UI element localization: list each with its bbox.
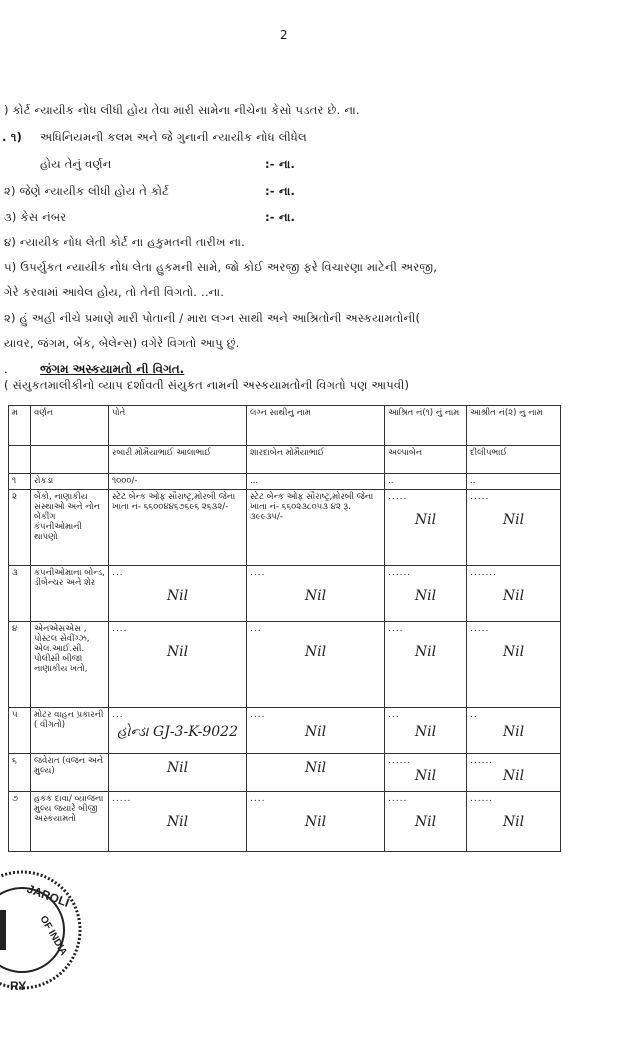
table-row bbox=[9, 490, 561, 566]
cell-self: ... હોન્ડા GJ-3-K-9022 bbox=[109, 708, 247, 754]
row-number: ૩ bbox=[9, 566, 31, 622]
cell-dependent-1: ...... Nil bbox=[385, 754, 467, 792]
cell-dependent-1: .. bbox=[385, 474, 467, 490]
cell-spouse: Nil bbox=[247, 754, 385, 792]
table-header-row bbox=[9, 406, 561, 446]
col-header-spouse: લગ્ન સાથીનુ નામ bbox=[247, 406, 385, 446]
cell-self: સ્ટેટ બેન્ક ઓફ સૌરાષ્ટ્ર,મોરબી જેના ખાતા નં- ૬૬૦૦૪૪૬૭૬૯૬ ૨૬૩૨/- bbox=[109, 490, 247, 566]
row-number: ૨ bbox=[9, 490, 31, 566]
section-note: ( સંયુકતમાલીકીનો વ્યાપ દર્શાવતી સંયુકત નામની અસ્કયામતોની વિગતો પણ આપવી) bbox=[4, 378, 410, 392]
declaration-line-2: ૨) હું અહી નીચે પ્રમાણે મારી પોતાની / મારા લગ્ન સાથી અને આશ્રિતોની અસ્કયામતોની( bbox=[4, 311, 421, 325]
section-prefix: . bbox=[4, 362, 8, 376]
table-row bbox=[9, 474, 561, 490]
col-header-number: મ bbox=[9, 406, 31, 446]
cell-dependent-2: .. bbox=[467, 474, 561, 490]
cell-dependent-1: ... Nil bbox=[385, 708, 467, 754]
table-row bbox=[9, 792, 561, 852]
cell-spouse: ... bbox=[247, 474, 385, 490]
row-description: બેંકો, નાણાકીય સંસ્થાઓ અને નોન બેંકીંગ કંપનીઓમાની થાપણો bbox=[31, 490, 109, 566]
page-number: 2 bbox=[280, 28, 288, 42]
cell-dependent-2: .. Nil bbox=[467, 708, 561, 754]
table-names-row bbox=[9, 446, 561, 474]
cell-spouse: ... Nil bbox=[247, 622, 385, 708]
item-4-text: ૪) ન્યાયીક નોધ લેતી કોર્ટ ના હકુમતની તારીખ ના. bbox=[4, 235, 245, 249]
cell-dependent-2: ....... Nil bbox=[467, 566, 561, 622]
item-2-text: ૨) જેણે ન્યાયીક લીધી હોય તે કોર્ટ bbox=[4, 184, 170, 198]
cell-self: ... Nil bbox=[109, 566, 247, 622]
col-header-description: વર્ણન bbox=[31, 406, 109, 446]
item-3-text: ૩) કેસ નંબર bbox=[4, 210, 67, 224]
item-1-text: અધિનિયમની કલમ અને જે ગુનાની ન્યાયીક નોધ લીધેલ bbox=[40, 130, 307, 144]
row-number: ૬ bbox=[9, 754, 31, 792]
col-header-self: પોતે bbox=[109, 406, 247, 446]
cell-spouse: સ્ટેટ બેન્ક ઓફ સૌરાષ્ટ્ર,મોરબી જેના ખાતા નં- ૬૬૦૨૩૮૦૫૩ ૪૨ રૂ. ૩૯૯૩૫/- bbox=[247, 490, 385, 566]
section-title: જંગમ અસ્કયામતો ની વિગત. bbox=[40, 362, 185, 376]
row-description: એનએસએસ , પોસ્ટલ સેવીંગ્ઝ, એલ.આઈ.સી. પોલીસી બીજા નાણાકીય ખતો, bbox=[31, 622, 109, 708]
item-5-text: ૫) ઉપર્યુકત ન્યાયીક નોધ લેતા હુકમની સામે, જો કોઈ અરજી ફરે વિચારણા માટેની અરજી, bbox=[4, 260, 438, 274]
table-row bbox=[9, 754, 561, 792]
name-self: રબારી મોમૈયાભાઈ આલાભાઈ bbox=[109, 446, 247, 474]
declaration-line-1: ) કોર્ટ ન્યાયીક નોધ લીધી હોય તેવા મારી સામેના નીચેના કેસો પડતર છે. ના. bbox=[4, 103, 360, 117]
cell-dependent-2: ..... Nil bbox=[467, 622, 561, 708]
item-2-value: :- ના. bbox=[265, 184, 296, 198]
cell-dependent-1: ...... Nil bbox=[385, 566, 467, 622]
table-row bbox=[9, 566, 561, 622]
cell-self: .... Nil bbox=[109, 622, 247, 708]
svg-text:OF INDIA: OF INDIA bbox=[37, 914, 69, 958]
cell-spouse: .... Nil bbox=[247, 792, 385, 852]
row-description: જવેરાત (વજન અને મુલ્ય) bbox=[31, 754, 109, 792]
cell-self: ૧૦૦૦/- bbox=[109, 474, 247, 490]
row-description: રોકડા bbox=[31, 474, 109, 490]
col-header-dependent-2: આશ્રીત નં(૨) નુ નામ bbox=[467, 406, 561, 446]
item-1-number: . ૧) bbox=[2, 130, 23, 144]
name-dependent-2: દીલીપભાઈ bbox=[467, 446, 561, 474]
name-spouse: શારદાબેન મોમૈયાભાઈ bbox=[247, 446, 385, 474]
cell-dependent-1: .... Nil bbox=[385, 622, 467, 708]
item-3-value: :- ના. bbox=[265, 210, 296, 224]
row-number: ૪ bbox=[9, 622, 31, 708]
svg-text:JAROLI: JAROLI bbox=[24, 881, 72, 910]
cell-dependent-2: ..... Nil bbox=[467, 490, 561, 566]
row-description: કંપનીઓમાના બોન્ડ, ડીબેન્ચર અને શેર bbox=[31, 566, 109, 622]
cell-self: ..... Nil bbox=[109, 792, 247, 852]
name-dependent-1: અલ્પાબેન bbox=[385, 446, 467, 474]
row-number: ૫ bbox=[9, 708, 31, 754]
item-5-text-cont: ગેરે કરવામાં આવેલ હોય, તો તેની વિગતો. ..ના. bbox=[4, 285, 225, 299]
cell-self: Nil bbox=[109, 754, 247, 792]
cell-spouse: .... Nil bbox=[247, 566, 385, 622]
cell-dependent-2: ...... Nil bbox=[467, 754, 561, 792]
movable-assets-table bbox=[8, 405, 561, 852]
row-description: હકક દાવા/ વ્યાજના મુલ્ય જયારે બીજી અસ્કયામતો bbox=[31, 792, 109, 852]
cell-dependent-1: ..... Nil bbox=[385, 792, 467, 852]
row-description: મોટર વાહન પ્રકારની ( વીગતો) bbox=[31, 708, 109, 754]
table-row bbox=[9, 622, 561, 708]
item-1-value: :- ના. bbox=[265, 157, 296, 171]
cell-dependent-2: ...... Nil bbox=[467, 792, 561, 852]
cell-dependent-1: ..... Nil bbox=[385, 490, 467, 566]
row-number: ૧ bbox=[9, 474, 31, 490]
cell-spouse: .... Nil bbox=[247, 708, 385, 754]
svg-text:RY: RY bbox=[10, 979, 27, 993]
declaration-line-2-cont: યાવર, જંગમ, બેંક, બેલેન્સ) વગેરે વિગતો આપુ છું. bbox=[4, 336, 240, 350]
row-number: ૭ bbox=[9, 792, 31, 852]
col-header-dependent-1: આશ્રિત નં(૧) નું નામ bbox=[385, 406, 467, 446]
item-1-text-cont: હોય તેનું વર્ણન bbox=[40, 157, 112, 171]
notary-stamp bbox=[0, 850, 102, 1000]
table-row bbox=[9, 708, 561, 754]
